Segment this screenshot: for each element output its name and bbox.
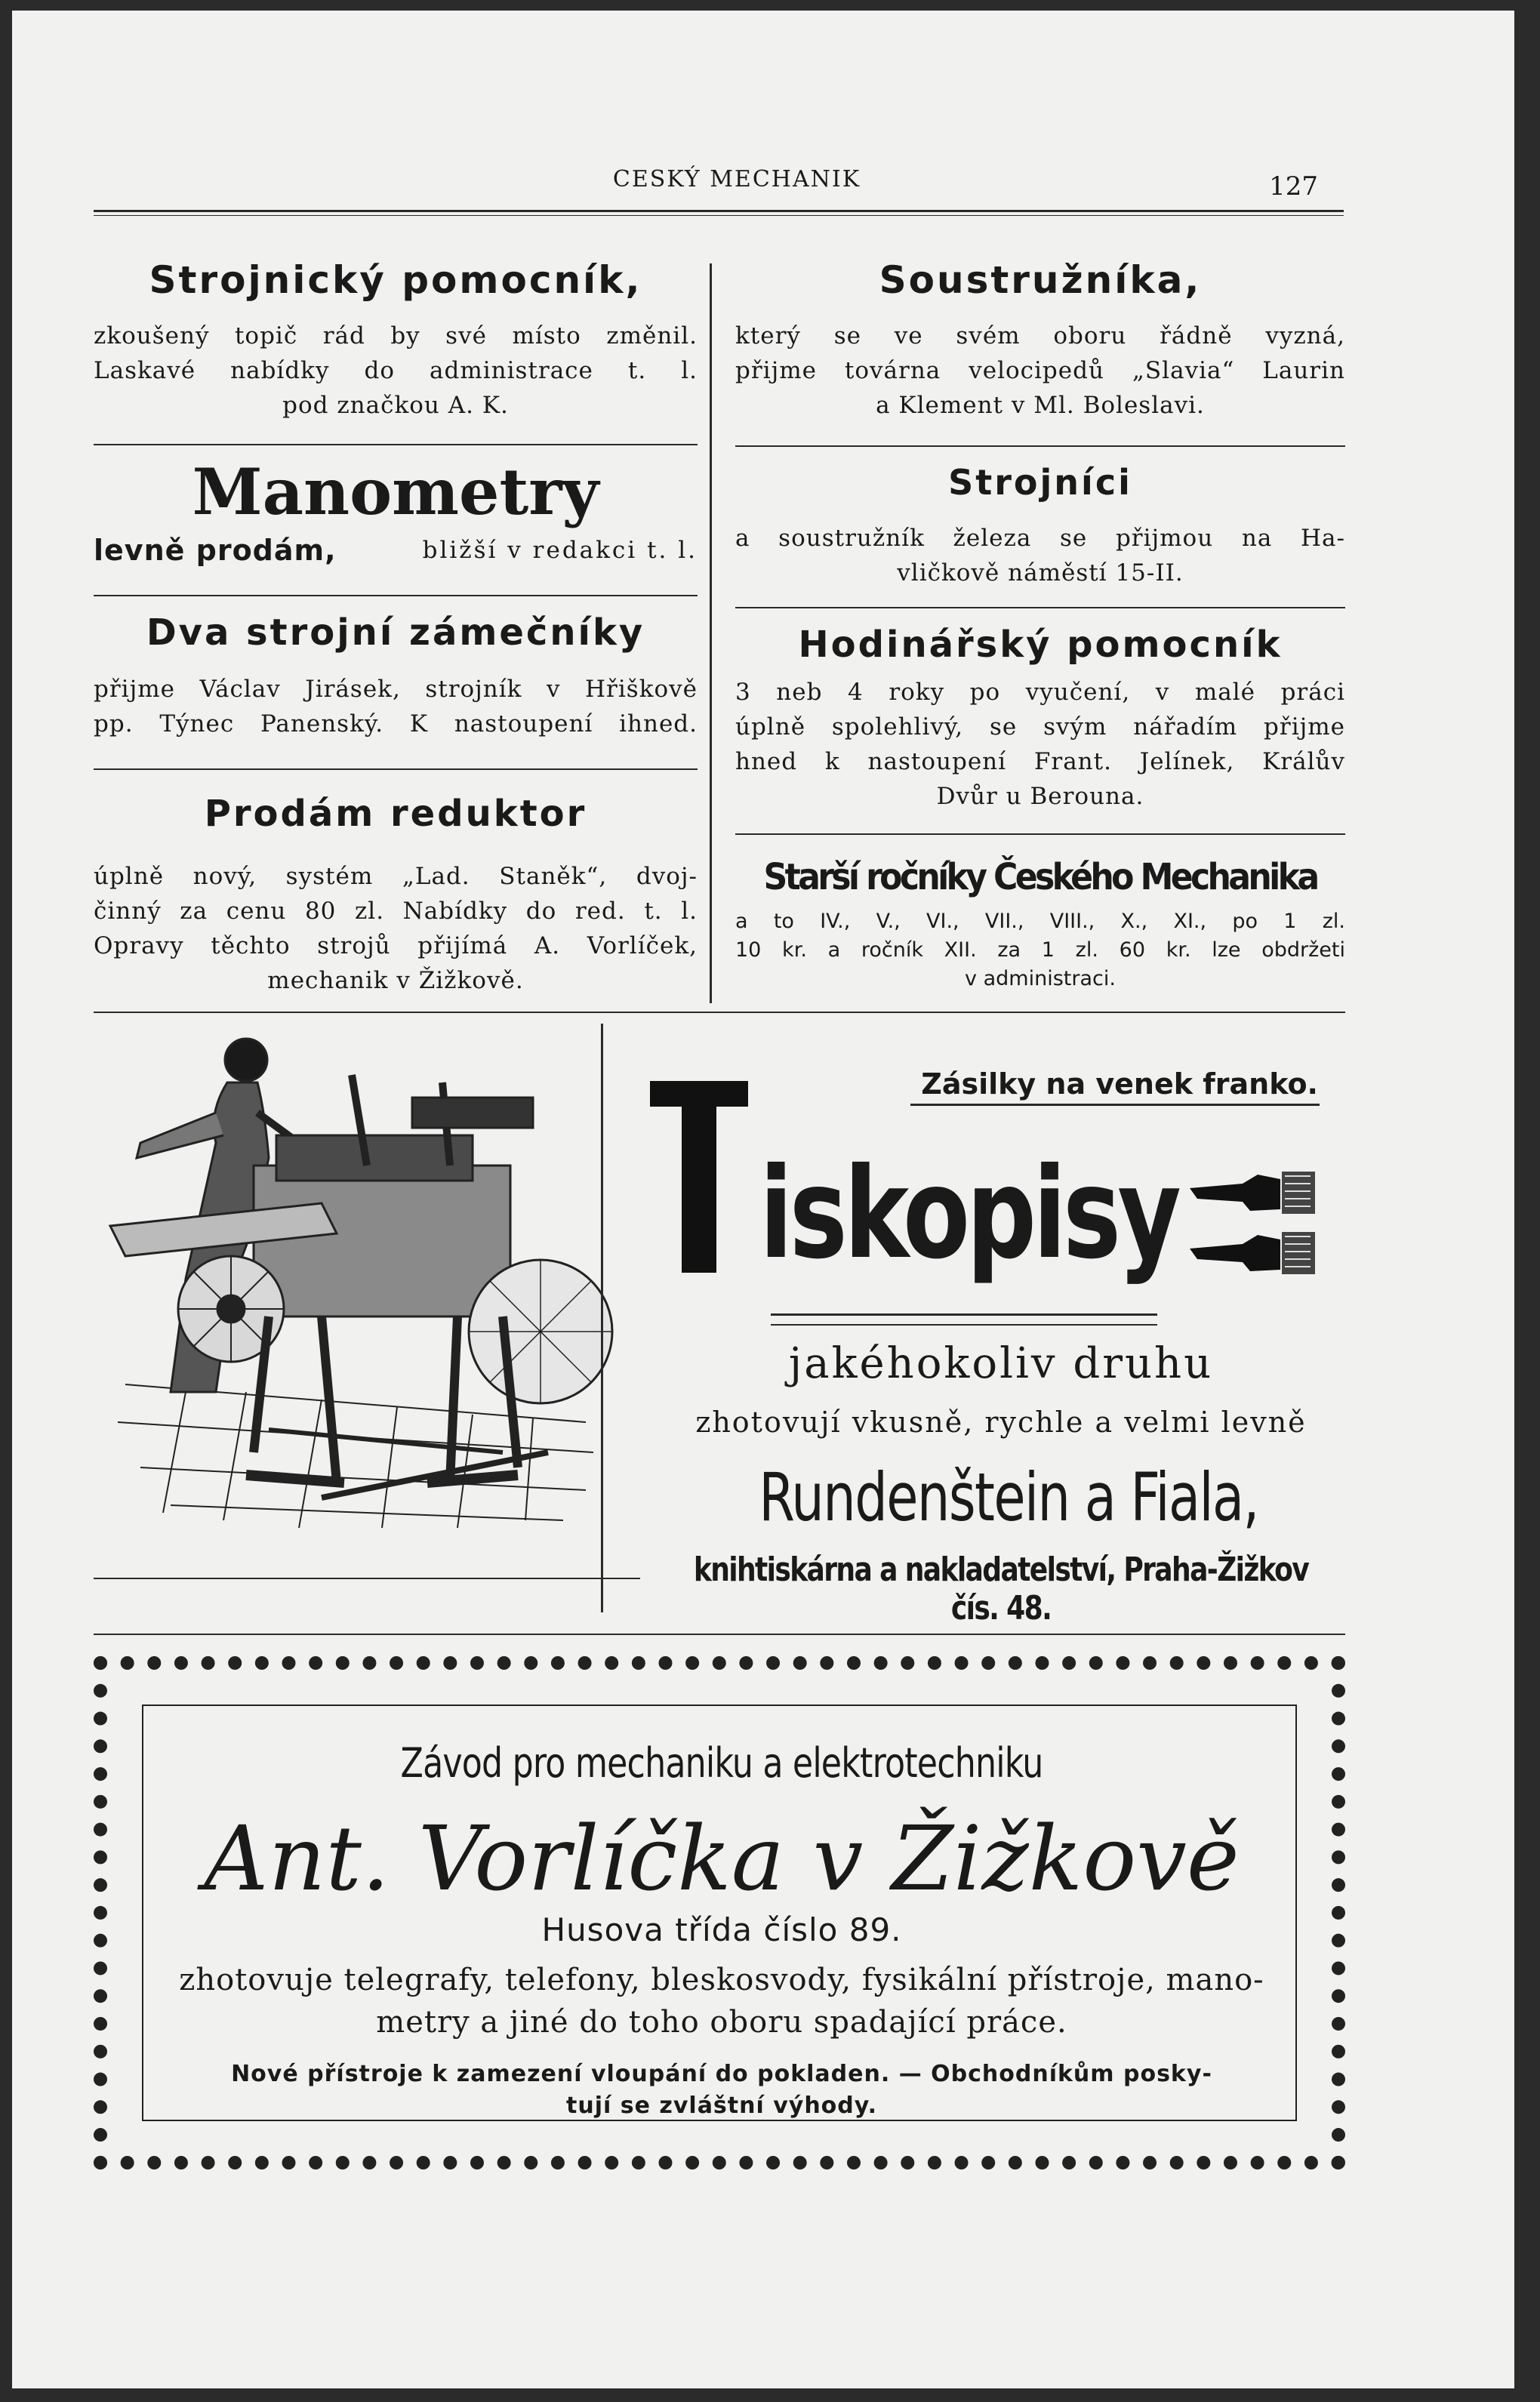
bottom-name: Ant. Vorlíčka v Žižkově bbox=[204, 1806, 1240, 1911]
printing-press-illustration bbox=[95, 1030, 616, 1566]
illustration-rule bbox=[94, 1578, 640, 1579]
pointing-hand-icon bbox=[1190, 1166, 1318, 1279]
ad-line: hned k nastoupení Frant. Jelínek, Králův bbox=[735, 748, 1345, 775]
ad-title: Hodinářský pomocník bbox=[798, 624, 1283, 666]
ad-soustruznika bbox=[735, 254, 1345, 423]
ad-line: zkoušený topič rád by své místo změnil. bbox=[94, 322, 698, 350]
illustration-divider bbox=[601, 1024, 603, 1612]
ad-starsi-rocniky bbox=[735, 847, 1345, 993]
divider bbox=[735, 833, 1345, 835]
big-T bbox=[650, 1081, 756, 1277]
ad-line: Opravy těchto strojů přijímá A. Vorlíček, bbox=[94, 932, 698, 959]
divider bbox=[94, 595, 698, 596]
print-line: zhotovují vkusně, rychle a velmi levně bbox=[695, 1406, 1307, 1439]
ad-line: Dvůr u Berouna. bbox=[936, 783, 1144, 810]
title-underline-2 bbox=[771, 1324, 1157, 1326]
ad-line: mechanik v Žižkově. bbox=[267, 967, 524, 994]
ad-title: Starší ročníky Českého Mechanika bbox=[763, 856, 1317, 898]
bottom-note2: tují se zvláštní výhody. bbox=[566, 2093, 877, 2119]
divider-full bbox=[94, 1634, 1345, 1635]
ad-line: a soustružník železa se přijmou na Ha- bbox=[735, 525, 1345, 552]
ad-line: úplně nový, systém „Lad. Staněk“, dvoj- bbox=[94, 863, 698, 890]
ad-line: činný za cenu 80 zl. Nabídky do red. t. l. bbox=[94, 898, 698, 925]
bottom-line1: Závod pro mechaniku a elektrotechniku bbox=[400, 1739, 1043, 1787]
title-underline bbox=[771, 1313, 1157, 1316]
bottom-note1: Nové přístroje k zamezení vloupání do pokladen. — Obchodníkům posky- bbox=[231, 2061, 1212, 2087]
divider bbox=[94, 768, 698, 770]
printing-press-image bbox=[95, 1030, 616, 1566]
ad-line: v administraci. bbox=[965, 967, 1116, 990]
ad-line: úplně spolehlivý, se svým nářadím přijme bbox=[735, 713, 1345, 741]
big-T-bar bbox=[650, 1081, 748, 1107]
ad-line: pp. Týnec Panenský. K nastoupení ihned. bbox=[94, 710, 698, 738]
bottom-street: Husova třída číslo 89. bbox=[541, 1911, 902, 1948]
print-subtitle: jakéhokoliv druhu bbox=[788, 1339, 1214, 1388]
ad-strojnicky-pomocnik bbox=[94, 254, 698, 423]
ad-line: Laskavé nabídky do administrace t. l. bbox=[94, 357, 698, 384]
shipping-underline bbox=[910, 1104, 1320, 1106]
print-firm: Rundenštein a Fiala, bbox=[759, 1458, 1258, 1536]
ad-line: vličkově náměstí 15-II. bbox=[897, 559, 1184, 587]
header-rule bbox=[94, 210, 1344, 212]
print-address: knihtiskárna a nakladatelství, Praha-Žižkov čís. 48. bbox=[693, 1551, 1309, 1628]
ad-title: Manometry bbox=[192, 454, 599, 529]
ad-line: přijme továrna velocipedů „Slavia“ Laurin bbox=[735, 357, 1345, 384]
ad-strojnici bbox=[735, 456, 1345, 590]
divider bbox=[94, 444, 698, 445]
page bbox=[12, 11, 1514, 2388]
divider bbox=[735, 607, 1345, 608]
tiskopisy-title: iskopisy bbox=[759, 1141, 1178, 1287]
ad-rest: bližší v redakci t. l. bbox=[422, 537, 698, 564]
divider bbox=[735, 445, 1345, 447]
shipping-note: Zásilky na venek franko. bbox=[921, 1067, 1318, 1101]
ad-dva-strojni-zamecniky bbox=[94, 607, 698, 741]
big-T-stem bbox=[682, 1104, 716, 1273]
ad-lead: levně prodám, bbox=[94, 534, 337, 567]
ad-line: a Klement v Ml. Boleslavi. bbox=[876, 392, 1205, 419]
ad-line: přijme Václav Jirásek, strojník v Hřiškově bbox=[94, 676, 698, 703]
ad-line bbox=[94, 533, 698, 568]
ad-manometry bbox=[94, 454, 698, 568]
ad-prodam-reduktor bbox=[94, 788, 698, 998]
ad-line: 3 neb 4 roky po vyučení, v malé práci bbox=[735, 679, 1345, 706]
page-number: 127 bbox=[1269, 171, 1318, 202]
ad-line: který se ve svém oboru řádně vyzná, bbox=[735, 322, 1345, 350]
bottom-text2: metry a jiné do toho oboru spadající práce. bbox=[376, 2005, 1067, 2040]
ad-title: Strojníci bbox=[948, 462, 1132, 503]
ad-line: 10 kr. a ročník XII. za 1 zl. 60 kr. lze obdržeti bbox=[735, 938, 1345, 962]
header-rule-thin bbox=[94, 215, 1344, 216]
ad-title: Prodám reduktor bbox=[204, 793, 587, 835]
divider-full bbox=[94, 1012, 1345, 1013]
ad-line: a to IV., V., VI., VII., VIII., X., XI., po 1 zl. bbox=[735, 910, 1345, 933]
ad-title: Strojnický pomocník, bbox=[149, 258, 642, 302]
ad-title: Dva strojní zámečníky bbox=[146, 611, 645, 654]
bottom-text1: zhotovuje telegrafy, telefony, bleskosvody, fysikální přístroje, mano- bbox=[179, 1963, 1264, 1997]
ad-title: Soustružníka, bbox=[879, 258, 1202, 302]
column-divider bbox=[710, 263, 712, 1003]
ad-hodinarsky-pomocnik bbox=[735, 619, 1345, 814]
running-title: CESKÝ MECHANIK bbox=[612, 166, 861, 192]
ad-line: pod značkou A. K. bbox=[282, 392, 509, 419]
